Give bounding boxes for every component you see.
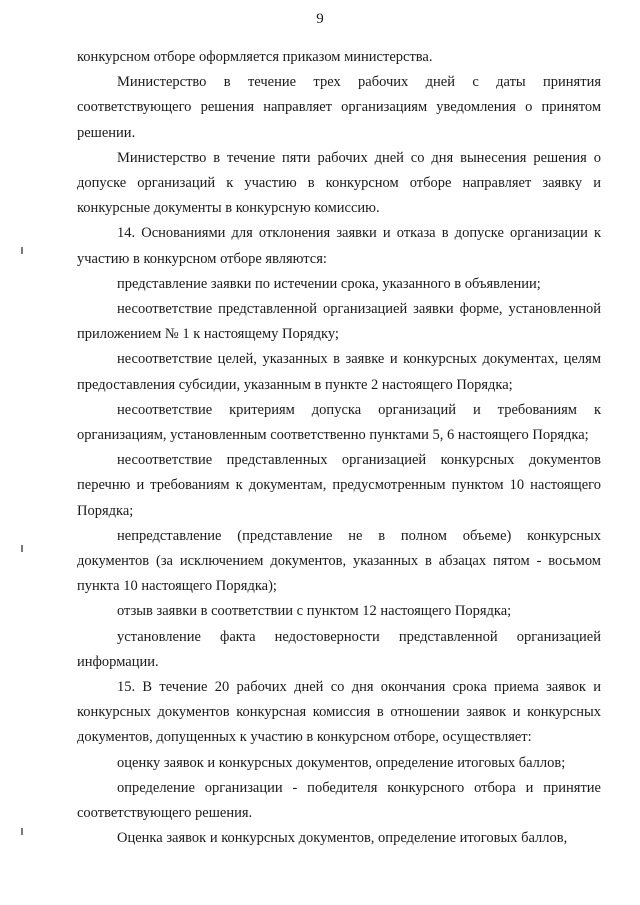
paragraph: несоответствие целей, указанных в заявке и конкурсных документах, целям предоставления субсидии, указанным в пункте 2 настоящего Порядка; [77, 351, 601, 393]
scan-margin-mark [21, 545, 23, 552]
scan-margin-mark [21, 247, 23, 254]
paragraph: несоответствие представленных организацией конкурсных документов перечню и требованиям к документам, предусмотренным пунктом 10 настоящего Порядка; [77, 452, 601, 519]
paragraph: Министерство в течение пяти рабочих дней со дня вынесения решения о допуске организаций к участию в конкурсном отборе направляет заявку и конкурсные документы в конкурсную комиссию. [77, 149, 601, 217]
paragraph: оценку заявок и конкурсных документов, определение итоговых баллов; [117, 754, 566, 771]
paragraph: представление заявки по истечении срока, указанного в объявлении; [117, 275, 541, 292]
paragraph: определение организации - победителя конкурсного отбора и принятие соответствующего решения. [77, 779, 601, 822]
paragraph: Оценка заявок и конкурсных документов, определение итоговых баллов, [117, 830, 568, 847]
paragraph: 15. В течение 20 рабочих дней со дня окончания срока приема заявок и конкурсных документов конкурсная комиссия в отношении заявок и конкурсных документов, допущенных к участию в конкурсном отборе, осуществляет: [77, 679, 601, 746]
paragraph: конкурсном отборе оформляется приказом министерства. [77, 49, 433, 65]
paragraph: несоответствие представленной организацией заявки форме, установленной приложением № 1 к настоящему Порядку; [77, 301, 601, 343]
paragraph: 14. Основаниями для отклонения заявки и отказа в допуске организации к участию в конкурсном отборе являются: [77, 225, 601, 267]
paragraph: Министерство в течение трех рабочих дней с даты принятия соответствующего решения направляет организациям уведомления о принятом решении. [77, 74, 601, 141]
document-body [77, 45, 601, 852]
scan-margin-mark [21, 828, 23, 835]
paragraph: несоответствие критериям допуска организаций и требованиям к организациям, установленным соответственно пунктами 5, 6 настоящего Порядка; [77, 401, 601, 444]
page-number: 9 [316, 11, 324, 27]
paragraph: непредставление (представление не в полном объеме) конкурсных документов (за исключением документов, указанных в абзацах пятом - восьмом пункта 10 настоящего Порядка); [77, 527, 601, 595]
paragraph: установление факта недостоверности представленной организацией информации. [77, 628, 601, 670]
paragraph: отзыв заявки в соответствии с пунктом 12 настоящего Порядка; [117, 603, 512, 620]
